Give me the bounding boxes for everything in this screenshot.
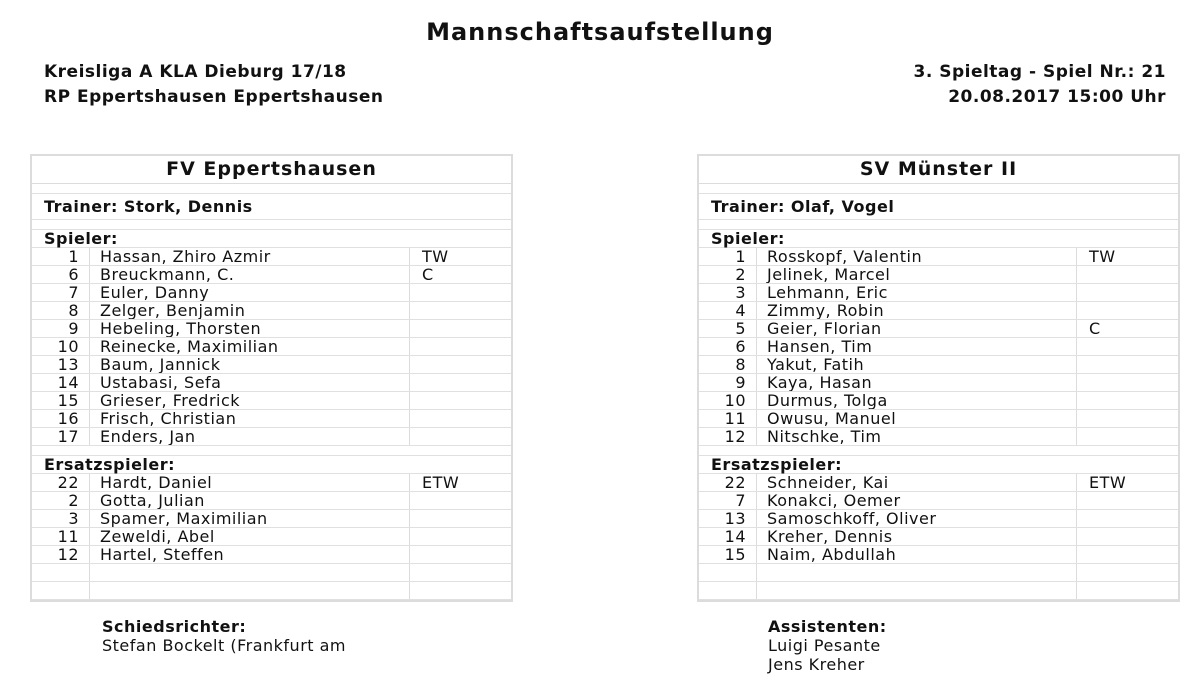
player-name: Naim, Abdullah xyxy=(757,546,1077,563)
player-number: 16 xyxy=(32,410,90,427)
substitute-row xyxy=(699,564,1178,582)
player-name: Kaya, Hasan xyxy=(757,374,1077,391)
referee-block xyxy=(102,617,346,655)
players-label: Spieler: xyxy=(32,230,511,248)
match-datetime: 20.08.2017 15:00 Uhr xyxy=(948,87,1166,107)
player-number xyxy=(699,582,757,599)
player-row xyxy=(32,410,511,428)
player-number: 1 xyxy=(699,248,757,265)
player-row xyxy=(32,392,511,410)
player-number: 6 xyxy=(32,266,90,283)
player-name: Ustabasi, Sefa xyxy=(90,374,410,391)
substitute-row xyxy=(699,546,1178,564)
player-name: Geier, Florian xyxy=(757,320,1077,337)
player-role xyxy=(1077,356,1178,373)
assistant-name: Luigi Pesante xyxy=(768,636,881,655)
substitute-row xyxy=(32,582,511,600)
player-number xyxy=(32,582,90,599)
player-number: 8 xyxy=(32,302,90,319)
player-role xyxy=(1077,546,1178,563)
substitute-row xyxy=(32,546,511,564)
player-name: Spamer, Maximilian xyxy=(90,510,410,527)
player-name: Hartel, Steffen xyxy=(90,546,410,563)
player-name: Kreher, Dennis xyxy=(757,528,1077,545)
player-role xyxy=(410,338,511,355)
player-name: Jelinek, Marcel xyxy=(757,266,1077,283)
player-role xyxy=(410,320,511,337)
player-role xyxy=(410,510,511,527)
player-row xyxy=(32,284,511,302)
player-number: 15 xyxy=(32,392,90,409)
substitutes-label: Ersatzspieler: xyxy=(699,456,1178,474)
away-team-lineup xyxy=(697,154,1180,602)
player-number: 9 xyxy=(699,374,757,391)
player-number: 5 xyxy=(699,320,757,337)
substitute-row xyxy=(32,528,511,546)
player-row xyxy=(699,374,1178,392)
player-number xyxy=(699,564,757,581)
player-name: Enders, Jan xyxy=(90,428,410,445)
venue-name: RP Eppertshausen Eppertshausen xyxy=(44,87,384,107)
player-row xyxy=(32,428,511,446)
players-label: Spieler: xyxy=(699,230,1178,248)
player-row xyxy=(32,338,511,356)
team-name: FV Eppertshausen xyxy=(32,156,511,184)
player-role xyxy=(1077,374,1178,391)
player-row xyxy=(32,302,511,320)
player-number: 13 xyxy=(32,356,90,373)
player-role xyxy=(410,564,511,581)
player-role xyxy=(410,374,511,391)
spacer-row xyxy=(699,184,1178,194)
player-number: 9 xyxy=(32,320,90,337)
player-number: 8 xyxy=(699,356,757,373)
player-row xyxy=(699,320,1178,338)
player-number: 12 xyxy=(32,546,90,563)
substitute-row xyxy=(699,474,1178,492)
player-role: TW xyxy=(1089,247,1116,266)
referee-name: Stefan Bockelt (Frankfurt am xyxy=(102,636,347,655)
player-name: Zimmy, Robin xyxy=(757,302,1077,319)
player-number xyxy=(32,564,90,581)
player-number: 2 xyxy=(32,492,90,509)
player-number: 15 xyxy=(699,546,757,563)
player-row xyxy=(699,302,1178,320)
assistants-label: Assistenten: xyxy=(768,617,887,636)
player-role xyxy=(1077,428,1178,445)
player-role xyxy=(1077,284,1178,301)
substitutes-label: Ersatzspieler: xyxy=(32,456,511,474)
substitute-row xyxy=(699,528,1178,546)
player-role xyxy=(410,284,511,301)
player-name: Euler, Danny xyxy=(90,284,410,301)
player-row xyxy=(32,266,511,284)
player-row xyxy=(699,248,1178,266)
player-number: 3 xyxy=(699,284,757,301)
player-role xyxy=(410,582,511,599)
player-name: Lehmann, Eric xyxy=(757,284,1077,301)
substitute-row xyxy=(699,492,1178,510)
referee-label: Schiedsrichter: xyxy=(102,617,247,636)
player-name: Gotta, Julian xyxy=(90,492,410,509)
player-number: 10 xyxy=(699,392,757,409)
player-role: C xyxy=(422,265,434,284)
player-number: 1 xyxy=(32,248,90,265)
player-number: 14 xyxy=(32,374,90,391)
player-number: 6 xyxy=(699,338,757,355)
player-role xyxy=(1077,564,1178,581)
player-row xyxy=(699,428,1178,446)
substitute-row xyxy=(32,474,511,492)
player-name: Zelger, Benjamin xyxy=(90,302,410,319)
assistants-block xyxy=(768,617,887,674)
player-role xyxy=(410,302,511,319)
substitute-row xyxy=(699,582,1178,600)
player-name: Durmus, Tolga xyxy=(757,392,1077,409)
player-role xyxy=(1077,492,1178,509)
player-row xyxy=(699,356,1178,374)
player-name: Baum, Jannick xyxy=(90,356,410,373)
player-name: Samoschkoff, Oliver xyxy=(757,510,1077,527)
substitute-row xyxy=(32,510,511,528)
player-name: Owusu, Manuel xyxy=(757,410,1077,427)
trainer-name: Trainer: Olaf, Vogel xyxy=(699,194,1178,220)
player-role xyxy=(1077,338,1178,355)
spacer-row xyxy=(32,184,511,194)
player-role: C xyxy=(1089,319,1101,338)
player-row xyxy=(699,338,1178,356)
player-role: TW xyxy=(422,247,449,266)
player-role xyxy=(410,410,511,427)
player-row xyxy=(32,248,511,266)
player-name: Zeweldi, Abel xyxy=(90,528,410,545)
trainer-name: Trainer: Stork, Dennis xyxy=(32,194,511,220)
player-role xyxy=(410,392,511,409)
player-name xyxy=(90,582,410,599)
player-role xyxy=(1077,510,1178,527)
substitute-row xyxy=(699,510,1178,528)
player-row xyxy=(699,392,1178,410)
player-number: 3 xyxy=(32,510,90,527)
player-name: Hebeling, Thorsten xyxy=(90,320,410,337)
player-number: 7 xyxy=(32,284,90,301)
player-role xyxy=(1077,528,1178,545)
player-row xyxy=(699,266,1178,284)
assistant-name: Jens Kreher xyxy=(768,655,865,674)
player-number: 4 xyxy=(699,302,757,319)
page-title: Mannschaftsaufstellung xyxy=(426,18,774,46)
player-row xyxy=(32,374,511,392)
home-team-lineup xyxy=(30,154,513,602)
player-number: 11 xyxy=(699,410,757,427)
player-role: ETW xyxy=(422,473,460,492)
player-role xyxy=(410,546,511,563)
player-role xyxy=(410,428,511,445)
player-role xyxy=(410,528,511,545)
player-role xyxy=(1077,410,1178,427)
player-name: Hardt, Daniel xyxy=(90,474,410,491)
player-name xyxy=(757,564,1077,581)
player-number: 11 xyxy=(32,528,90,545)
player-name: Breuckmann, C. xyxy=(90,266,410,283)
substitute-row xyxy=(32,492,511,510)
player-name: Reinecke, Maximilian xyxy=(90,338,410,355)
substitute-row xyxy=(32,564,511,582)
player-name xyxy=(90,564,410,581)
player-name: Nitschke, Tim xyxy=(757,428,1077,445)
player-role xyxy=(410,492,511,509)
player-name: Hansen, Tim xyxy=(757,338,1077,355)
player-number: 13 xyxy=(699,510,757,527)
player-row xyxy=(32,320,511,338)
player-role: ETW xyxy=(1089,473,1127,492)
player-name: Rosskopf, Valentin xyxy=(757,248,1077,265)
player-name: Yakut, Fatih xyxy=(757,356,1077,373)
player-name xyxy=(757,582,1077,599)
player-role xyxy=(1077,392,1178,409)
player-role xyxy=(1077,266,1178,283)
player-row xyxy=(699,284,1178,302)
player-name: Konakci, Oemer xyxy=(757,492,1077,509)
player-number: 10 xyxy=(32,338,90,355)
player-number: 7 xyxy=(699,492,757,509)
player-role xyxy=(1077,302,1178,319)
team-name: SV Münster II xyxy=(699,156,1178,184)
player-row xyxy=(32,356,511,374)
player-role xyxy=(410,356,511,373)
player-number: 2 xyxy=(699,266,757,283)
player-number: 12 xyxy=(699,428,757,445)
player-name: Hassan, Zhiro Azmir xyxy=(90,248,410,265)
league-name: Kreisliga A KLA Dieburg 17/18 xyxy=(44,62,347,82)
player-number: 22 xyxy=(32,474,90,491)
player-number: 17 xyxy=(32,428,90,445)
player-number: 22 xyxy=(699,474,757,491)
player-row xyxy=(699,410,1178,428)
matchday-info: 3. Spieltag - Spiel Nr.: 21 xyxy=(913,62,1166,82)
player-name: Grieser, Fredrick xyxy=(90,392,410,409)
player-number: 14 xyxy=(699,528,757,545)
player-name: Schneider, Kai xyxy=(757,474,1077,491)
player-name: Frisch, Christian xyxy=(90,410,410,427)
player-role xyxy=(1077,582,1178,599)
